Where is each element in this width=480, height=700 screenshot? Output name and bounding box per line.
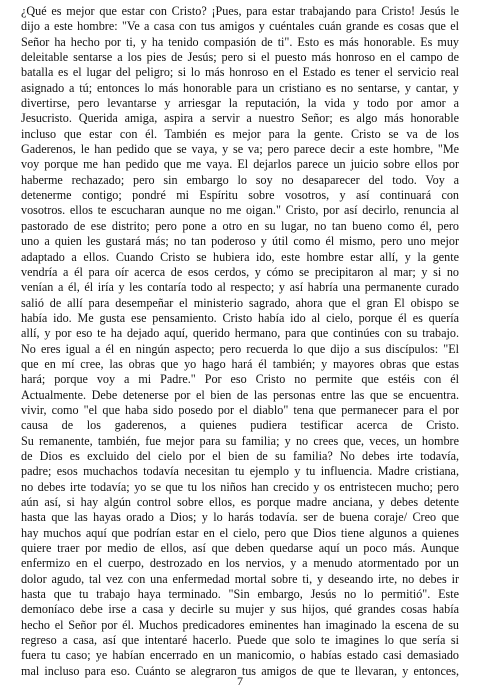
text-line: No eres igual a él en ningún aspecto; pero recuerda lo que dijo a sus discípulos: "El (21, 341, 459, 356)
text-line: Actualmente. Debe detenerse por el bien de las personas entre las que se encuentra. (21, 387, 459, 402)
paragraph-1 (21, 4, 459, 434)
text-line: no debes irte todavía; yo se que tu los niños han crecido y os entristecen mucho; pero (21, 479, 459, 494)
text-line: hecho el Señor por él. Muchos predicadores eminentes han imaginado la escena de su (21, 617, 459, 632)
text-line: batalla es el lugar del peligro; si lo más honroso en el Estado es tener el servicio real (21, 65, 459, 80)
text-line: Su remanente, también, fue mejor para su familia; y no crees que, veces, un hombre (21, 433, 459, 448)
text-line: fuera tu caso; ye habían encerrado en un manicomio, o habías estado casi demasiado (21, 648, 459, 663)
text-line: voy porque me han pedido que me vaya. El dejarlos parece un juicio sobre ellos por (21, 157, 459, 172)
text-line: incluso que estar con él. También es mejor para la gente. Cristo se va de los (21, 126, 459, 141)
text-line: ¿Qué es mejor que estar con Cristo? ¡Pues, para estar trabajando para Cristo! Jesús le (21, 4, 459, 18)
text-line: hará; porque voy a mi Padre." Por eso Cristo no permite que estéis con él (21, 372, 459, 387)
text-line: salió de allí para desempeñar el ministerio sagrado, ahora que el gran El obispo se (21, 295, 459, 310)
text-line: dolor agudo, tal vez con una enfermedad mortal sobre ti, y deseando irte, no debes ir (21, 571, 459, 586)
text-line: hay muchos aquí que podrían estar en el cielo, pero que Dios tiene algunos a quienes (21, 525, 459, 540)
text-line: hasta que las hayas orado a Dios; y lo harás todavía. ser de buena coraje/ Creo que (21, 510, 459, 525)
text-line: causa de los gaderenos, a quienes pudiera testificar acerca de Cristo. (21, 418, 459, 433)
text-line: vivir, como "el que haba sido posedo por el diablo" tena que permanecer para el por (21, 402, 459, 417)
text-line: hasta que tu trabajo haya terminado. "Sin embargo, Jesús no lo permitió". Este (21, 587, 459, 602)
text-line: deleitable sentarse a los pies de Jesús; pero si el puesto más honroso en el campo de (21, 50, 459, 65)
text-line: vendría a él para oír acerca de esos cerdos, y cómo se precipitaron al mar; y si no (21, 264, 459, 279)
body-text (21, 4, 459, 679)
text-line: demoníaco debe irse a casa y decirle su mujer y sus hijos, qué grandes cosas había (21, 602, 459, 617)
text-line: venían a él, él iría y les contaría todo al respecto; y así habría una permanente curado (21, 280, 459, 295)
text-line: enfermizo en el cuerpo, destrozado en los nervios, y a menudo atormentado por un (21, 556, 459, 571)
page-number: 7 (237, 674, 243, 688)
text-line: de Dios es excluido del cielo por el bien de su familia? No debes irte todavía, (21, 448, 459, 463)
text-line: Gaderenos, le han pedido que se vaya, y se va; pero parece decir a este hombre, "Me (21, 142, 459, 157)
text-line: Señor ha hecho por ti, y ha tenido compasión de ti". Esto es más honorable. Es muy (21, 34, 459, 49)
text-line: adaptado a ellos. Cuando Cristo se hubiera ido, este hombre estar allí, y la gente (21, 249, 459, 264)
text-line: allí, y por eso te ha dejado aquí, querido hermano, para que continúes con su trabajo. (21, 326, 459, 341)
text-line: quiere traer por medio de ellos, así que deben quedarse aquí un poco más. Aunque (21, 541, 459, 556)
paragraph-2 (21, 434, 459, 680)
text-line: que en mí cree, las obras que yo hago hará él también; y mayores obras que estas (21, 356, 459, 371)
text-line: padre; esos muchachos todavía necesitan tu ejemplo y tu influencia. Madre cristiana, (21, 464, 459, 479)
text-line: divertirse, pero levantarse y arriesgar la reputación, la vida y todo por amor a (21, 96, 459, 111)
text-line: dijo a este hombre: "Ve a casa con tus amigos y cuéntales cuán grande es cosas que el (21, 19, 459, 34)
text-line: Jesucristo. Querida amiga, aspira a servir a nuestro Señor; es algo más honorable (21, 111, 459, 126)
text-line: regreso a casa, así que intentaré hacerlo. Puede que solo te imagines lo que sería si (21, 633, 459, 648)
text-line: mal incluso para eso. Cuánto se alegraron tus amigos de que te llevaran, y entonces, (21, 663, 459, 678)
text-line: vosotros. ellos te escucharan aunque no me oigan." Cristo, por así decirlo, renuncia al (21, 203, 459, 218)
text-line: haberme rechazado; pero sin embargo lo soy no desaparecer del todo. Voy a (21, 172, 459, 187)
text-line: asignado a tú; entonces lo más honorable para un cristiano es no sentarse, y cantar, y (21, 80, 459, 95)
text-line: pastorado de ese distrito; pero pone a otro en su lugar, no tan bueno como él, pero (21, 218, 459, 233)
text-line: detenerme contigo; pondré mi Espíritu sobre vosotros, y así continuará con (21, 188, 459, 203)
text-line: uno a quien les gustará más; no tan poderoso y útil como él mismo, pero uno mejor (21, 234, 459, 249)
text-line: había ido. Me gusta ese pensamiento. Cristo había ido al cielo, porque él es quería (21, 310, 459, 325)
text-line: aún así, si hay algún control sobre ellos, es porque madre anciana, y debes detente (21, 495, 459, 509)
